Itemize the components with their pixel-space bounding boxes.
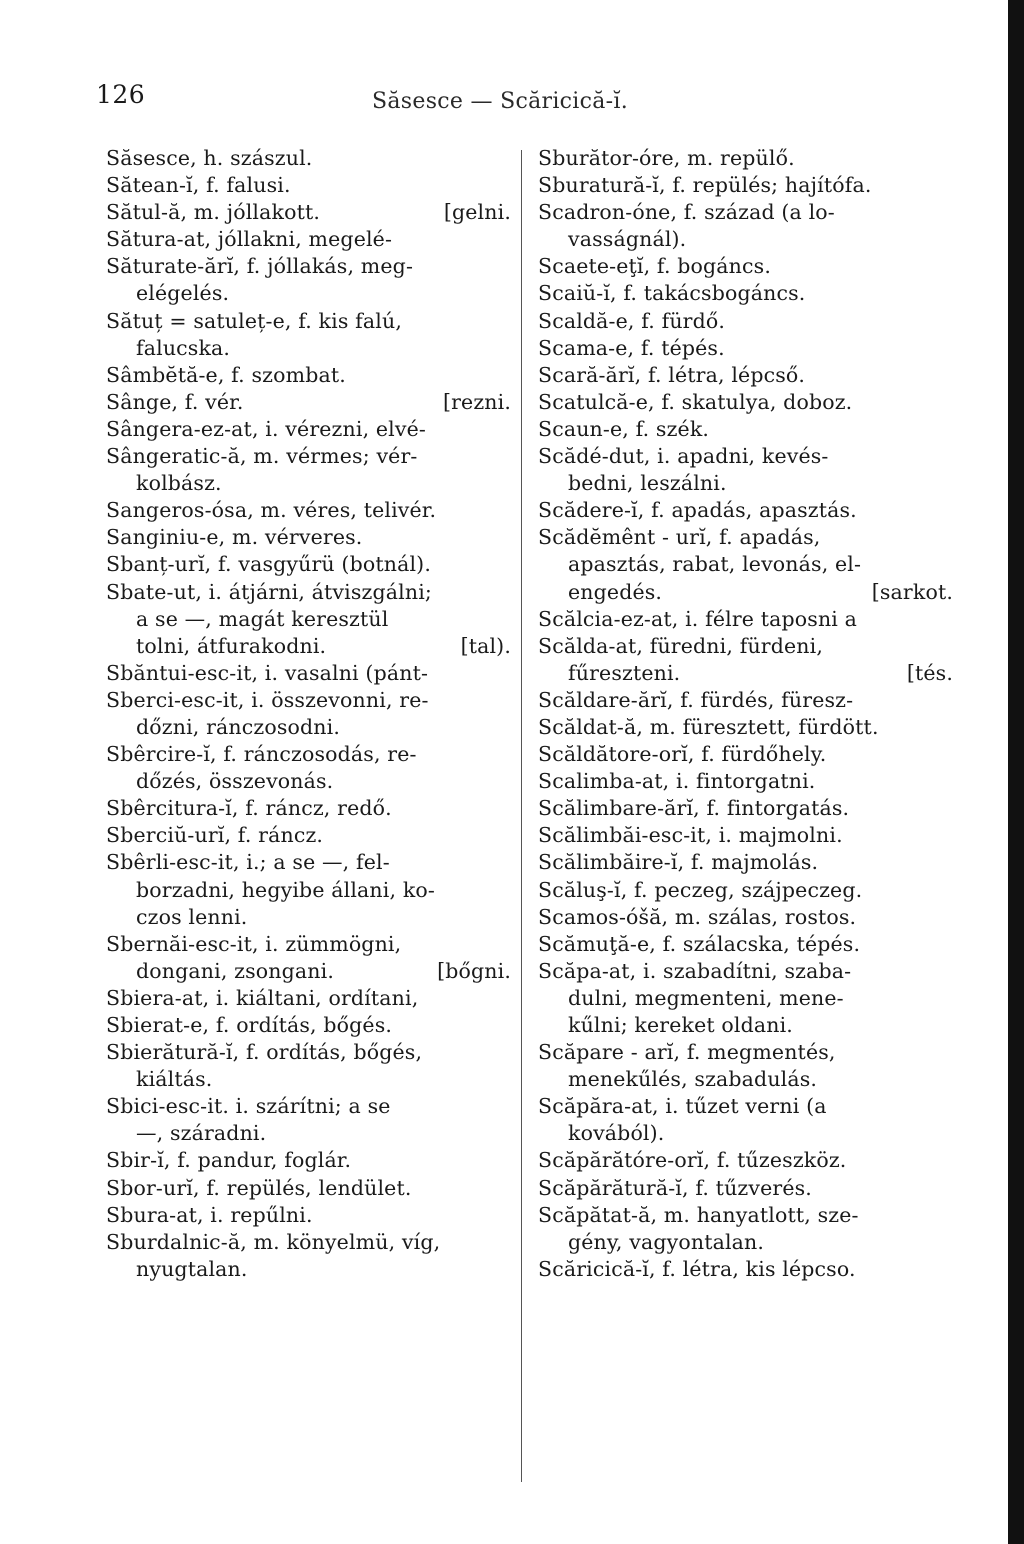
entry-text: Scădĕmênt - urĭ, f. apadás,	[538, 525, 821, 550]
entry-text: Sătul-ă, m. jóllakott.	[106, 200, 321, 225]
dictionary-line	[538, 1256, 953, 1283]
dictionary-line	[538, 145, 953, 172]
entry-text: dőzés, összevonás.	[136, 769, 334, 794]
dictionary-line	[538, 172, 953, 199]
dictionary-line	[106, 1012, 511, 1039]
entry-text: Sbierat-e, f. ordítás, bőgés.	[106, 1013, 393, 1037]
dictionary-line	[106, 985, 511, 1012]
dictionary-line	[106, 1066, 511, 1093]
dictionary-line	[538, 524, 953, 551]
entry-text: Săsesce, h. szászul.	[106, 146, 313, 170]
dictionary-line	[106, 714, 511, 741]
entry-text: Scăldătore-orĭ, f. fürdőhely.	[538, 742, 827, 767]
entry-text: engedés.	[568, 579, 663, 604]
dictionary-line	[538, 579, 953, 606]
dictionary-line	[538, 416, 953, 443]
entry-text: Sâmbĕtă-e, f. szombat.	[106, 362, 346, 387]
entry-text: Scăpătat-ă, m. hanyatlott, sze-	[538, 1202, 859, 1227]
dictionary-line	[106, 1093, 511, 1120]
dictionary-line	[106, 226, 511, 253]
dictionary-line	[538, 958, 953, 985]
entry-text: menekűlés, szabadulás.	[568, 1067, 818, 1092]
dictionary-line	[106, 1202, 511, 1229]
entry-tail: [gelni.	[443, 200, 511, 225]
dictionary-line	[106, 1039, 511, 1066]
entry-text: Scăpare - arĭ, f. megmentés,	[538, 1040, 836, 1065]
scan-edge-bar	[1008, 0, 1024, 1544]
dictionary-line	[538, 1175, 953, 1202]
dictionary-line	[106, 931, 511, 958]
dictionary-line	[538, 443, 953, 470]
entry-text: Sburatură-ĭ, f. repülés; hajítófa.	[538, 173, 872, 198]
entry-text: Sburdalnic-ă, m. könyelmü, víg,	[106, 1229, 441, 1254]
entry-tail: [tés.	[906, 660, 953, 685]
entry-tail: [rezni.	[442, 389, 511, 414]
dictionary-line	[106, 768, 511, 795]
entry-text: Sberci-esc-it, i. összevonni, re-	[106, 687, 429, 712]
entry-text: Sbate-ut, i. átjárni, átviszgálni;	[106, 579, 432, 604]
entry-text: czos lenni.	[136, 904, 248, 929]
entry-text: Scămuţă-e, f. szálacska, tépés.	[538, 931, 861, 956]
dictionary-line	[106, 335, 511, 362]
entry-text: Sbici-esc-it. i. szárítni; a se	[106, 1094, 391, 1119]
entry-text: Sbăntui-esc-it, i. vasalni (pánt-	[106, 660, 429, 685]
entry-text: Sangeros-ósa, m. véres, telivér.	[106, 498, 437, 523]
dictionary-line	[538, 822, 953, 849]
entry-text: Sanginiu-e, m. vérveres.	[106, 525, 363, 550]
entry-text: elégelés.	[136, 281, 230, 306]
dictionary-line	[538, 606, 953, 633]
entry-text: Sbierătură-ĭ, f. ordítás, bőgés,	[106, 1040, 423, 1065]
dictionary-line	[538, 849, 953, 876]
entry-text: Scaiŭ-ĭ, f. takácsbogáncs.	[538, 281, 806, 306]
entry-text: Scama-e, f. tépés.	[538, 335, 725, 360]
entry-text: Scăpărătură-ĭ, f. tűzverés.	[538, 1175, 812, 1200]
dictionary-line	[538, 362, 953, 389]
dictionary-line	[106, 687, 511, 714]
dictionary-line	[538, 199, 953, 226]
entry-text: Scădere-ĭ, f. apadás, apasztás.	[538, 498, 857, 523]
entry-text: Scadron-óne, f. század (a lo-	[538, 200, 835, 225]
entry-text: kolbász.	[136, 471, 222, 496]
entry-text: Sângeratic-ă, m. vérmes; vér-	[106, 444, 418, 469]
dictionary-line	[106, 1229, 511, 1256]
column-divider	[521, 150, 522, 1482]
dictionary-line	[538, 795, 953, 822]
dictionary-line	[538, 551, 953, 578]
entry-text: tolni, átfurakodni.	[136, 633, 327, 658]
dictionary-line	[106, 362, 511, 389]
entry-text: Scălda-at, füredni, fürdeni,	[538, 633, 824, 658]
dictionary-line	[538, 633, 953, 660]
dictionary-line	[106, 633, 511, 660]
dictionary-line	[106, 416, 511, 443]
entry-text: Sătuț = satuleț-e, f. kis falú,	[106, 308, 402, 333]
entry-text: nyugtalan.	[136, 1256, 248, 1281]
dictionary-line	[106, 741, 511, 768]
dictionary-line	[106, 822, 511, 849]
entry-text: Scalimba-at, i. fintorgatni.	[538, 769, 816, 794]
dictionary-line	[538, 1202, 953, 1229]
dictionary-line	[538, 1147, 953, 1174]
dictionary-line	[538, 226, 953, 253]
entry-text: Sbiera-at, i. kiáltani, ordítani,	[106, 985, 419, 1010]
entry-text: Sbêrli-esc-it, i.; a se —, fel-	[106, 850, 390, 875]
dictionary-line	[538, 931, 953, 958]
entry-text: Sânge, f. vér.	[106, 389, 244, 414]
entry-text: Scăpărătóre-orĭ, f. tűzeszköz.	[538, 1148, 847, 1173]
dictionary-line	[538, 280, 953, 307]
entry-text: falucska.	[136, 335, 231, 360]
entry-text: Scaete-eţĭ, f. bogáncs.	[538, 254, 772, 279]
dictionary-line	[106, 551, 511, 578]
entry-text: Scăpăra-at, i. tűzet verni (a	[538, 1094, 827, 1119]
dictionary-line	[538, 470, 953, 497]
dictionary-line	[538, 1120, 953, 1147]
dictionary-line	[538, 308, 953, 335]
dictionary-line	[538, 1093, 953, 1120]
dictionary-line	[106, 389, 511, 416]
entry-text: Sătura-at, jóllakni, megelé-	[106, 227, 393, 252]
entry-text: kovából).	[568, 1121, 665, 1146]
entry-text: Scamos-óšă, m. szálas, rostos.	[538, 904, 857, 929]
dictionary-line	[106, 606, 511, 633]
dictionary-line	[106, 849, 511, 876]
dictionary-line	[106, 280, 511, 307]
entry-text: Sbir-ĭ, f. pandur, foglár.	[106, 1148, 352, 1173]
entry-text: Sbanț-urĭ, f. vasgyűrü (botnál).	[106, 552, 431, 577]
entry-text: Scălcia-ez-at, i. félre taposni a	[538, 606, 858, 631]
entry-tail: [sarkot.	[871, 579, 953, 604]
dictionary-line	[106, 145, 511, 172]
entry-text: Sătean-ĭ, f. falusi.	[106, 173, 291, 198]
entry-text: Sburător-óre, m. repülő.	[538, 146, 795, 170]
entry-text: Scăldat-ă, m. füresztett, fürdött.	[538, 714, 879, 739]
dictionary-line	[538, 335, 953, 362]
entry-text: bedni, leszálni.	[568, 471, 727, 496]
dictionary-line	[538, 877, 953, 904]
entry-text: Scălimbăire-ĭ, f. majmolás.	[538, 850, 819, 875]
entry-text: Scăpa-at, i. szabadítni, szaba-	[538, 958, 852, 983]
entry-text: Scăluş-ĭ, f. peczeg, szájpeczeg.	[538, 877, 863, 902]
running-head: Săsesce — Scăricică-ĭ.	[372, 89, 629, 114]
entry-text: Scaldă-e, f. fürdő.	[538, 308, 726, 333]
dictionary-line	[106, 579, 511, 606]
entry-text: Sbêrcitura-ĭ, f. ráncz, redő.	[106, 796, 392, 821]
dictionary-line	[538, 1066, 953, 1093]
dictionary-line	[106, 308, 511, 335]
entry-text: Sbor-urĭ, f. repülés, lendület.	[106, 1175, 412, 1200]
entry-text: Sbêrcire-ĭ, f. ránczosodás, re-	[106, 742, 417, 767]
entry-text: Sbernăi-esc-it, i. zümmögni,	[106, 931, 402, 956]
dictionary-line	[106, 443, 511, 470]
dictionary-line	[106, 1147, 511, 1174]
entry-text: borzadni, hegyibe állani, ko-	[136, 877, 435, 902]
dictionary-line	[106, 199, 511, 226]
entry-text: Scăricică-ĭ, f. létra, kis lépcso.	[538, 1256, 856, 1281]
dictionary-line	[538, 768, 953, 795]
entry-text: Scălimbăi-esc-it, i. majmolni.	[538, 823, 843, 848]
entry-text: Scăldare-ărĭ, f. fürdés, füresz-	[538, 687, 854, 712]
entry-text: dongani, zsongani.	[136, 958, 334, 983]
left-column	[106, 145, 511, 1283]
dictionary-line	[106, 524, 511, 551]
dictionary-line	[538, 1012, 953, 1039]
dictionary-line	[106, 1256, 511, 1283]
dictionary-line	[538, 497, 953, 524]
dictionary-line	[538, 687, 953, 714]
entry-text: dőzni, ránczosodni.	[136, 714, 341, 739]
dictionary-line	[538, 389, 953, 416]
entry-text: Scaun-e, f. szék.	[538, 416, 710, 441]
dictionary-line	[106, 253, 511, 280]
dictionary-line	[538, 714, 953, 741]
dictionary-line	[538, 741, 953, 768]
right-column	[538, 145, 953, 1283]
dictionary-line	[538, 904, 953, 931]
dictionary-line	[106, 877, 511, 904]
dictionary-line	[538, 1039, 953, 1066]
entry-text: Scară-ărĭ, f. létra, lépcső.	[538, 362, 806, 387]
dictionary-line	[538, 985, 953, 1012]
dictionary-line	[106, 470, 511, 497]
entry-text: vasságnál).	[568, 227, 687, 252]
dictionary-line	[106, 1120, 511, 1147]
dictionary-line	[106, 172, 511, 199]
entry-text: dulni, megmenteni, mene-	[568, 985, 844, 1010]
entry-text: kiáltás.	[136, 1067, 213, 1092]
entry-text: fűreszteni.	[568, 660, 681, 685]
dictionary-line	[106, 958, 511, 985]
dictionary-line	[106, 904, 511, 931]
entry-text: Scălimbare-ărĭ, f. fintorgatás.	[538, 796, 850, 821]
dictionary-line	[538, 1229, 953, 1256]
entry-text: —, száradni.	[136, 1121, 267, 1146]
entry-text: gény, vagyontalan.	[568, 1229, 765, 1254]
entry-tail: [bőgni.	[437, 958, 511, 983]
dictionary-line	[538, 660, 953, 687]
entry-text: Sberciŭ-urĭ, f. ráncz.	[106, 823, 324, 848]
entry-text: Scădé-dut, i. apadni, kevés-	[538, 444, 829, 469]
entry-text: Săturate-ărĭ, f. jóllakás, meg-	[106, 254, 414, 279]
dictionary-line	[106, 660, 511, 687]
entry-text: Sângera-ez-at, i. vérezni, elvé-	[106, 416, 426, 441]
entry-text: kűlni; kereket oldani.	[568, 1013, 793, 1037]
dictionary-line	[106, 1175, 511, 1202]
dictionary-line	[106, 795, 511, 822]
entry-text: Sbura-at, i. repűlni.	[106, 1202, 313, 1227]
entry-text: Scatulcă-e, f. skatulya, doboz.	[538, 389, 853, 414]
page-number: 126	[96, 80, 146, 109]
dictionary-line	[106, 497, 511, 524]
dictionary-line	[538, 253, 953, 280]
entry-text: a se —, magát keresztül	[136, 606, 389, 631]
entry-tail: [tal).	[460, 633, 511, 658]
entry-text: apasztás, rabat, levonás, el-	[568, 552, 862, 577]
